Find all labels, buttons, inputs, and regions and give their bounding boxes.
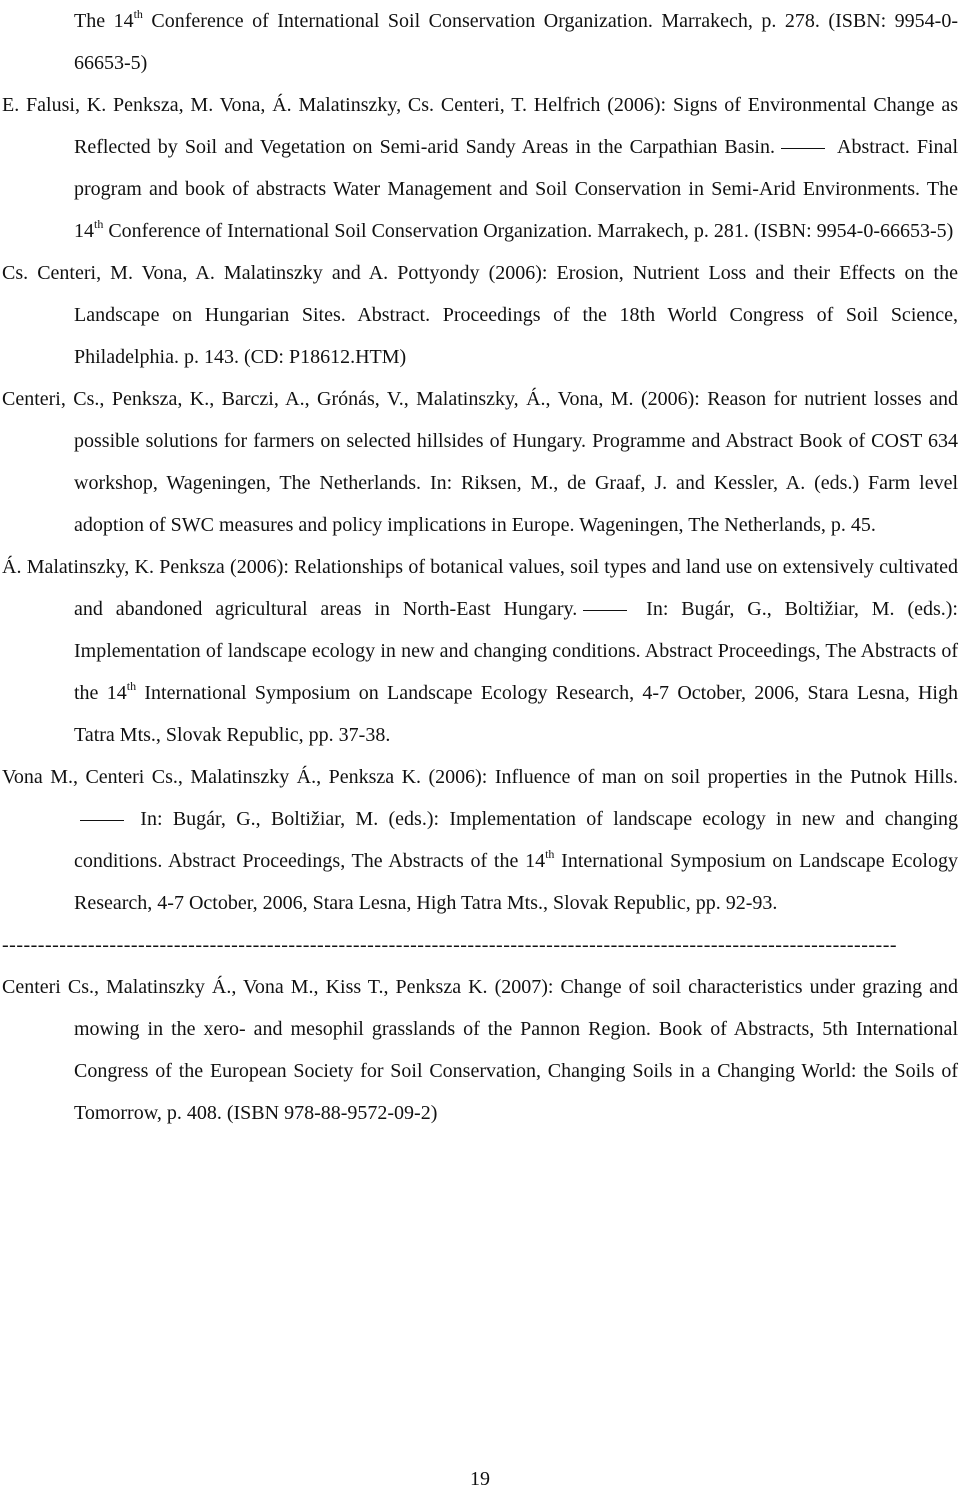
reference-item: The 14th Conference of International Soil Conservation Organization. Marrakech, p. 278. (ISBN: 9954-0-66653-5) xyxy=(74,7,959,74)
reference-item: Centeri, Cs., Penksza, K., Barczi, A., Grónás, V., Malatinszky, Á., Vona, M. (2006): Reason for nutrient losses and possible solutions for farmers on selected hillsides of Hungary. Programme and Abstract Book of COST 634 workshop, Wageningen, The Netherlands. In: Riksen, M., de Graaf, J. and Kessler, A. (eds.) Farm level adoption of SWC measures and policy implications in Europe. Wageningen, The Netherlands, p. 45. xyxy=(2,388,958,536)
reference-item: E. Falusi, K. Penksza, M. Vona, Á. Malatinszky, Cs. Centeri, T. Helfrich (2006): Signs of Environmental Change as Reflected by Soil and Vegetation on Semi-arid Sandy Areas in the Carpathian Basin. Abstract. Final program and book of abstracts Water Management and Soil Conservation in Semi-Arid Environments. The 14th Conference of International Soil Conservation Organization. Marrakech, p. 281. (ISBN: 9954-0-66653-5) xyxy=(2,94,958,242)
reference-item: Centeri Cs., Malatinszky Á., Vona M., Kiss T., Penksza K. (2007): Change of soil characteristics under grazing and mowing in the xero- and mesophil grasslands of the Pannon Region. Book of Abstracts, 5th International Congress of the European Society for Soil Conservation, Changing Soils in a Changing World: the Soils of Tomorrow, p. 408. (ISBN 978-88-9572-09-2) xyxy=(2,976,958,1124)
reference-item: Vona M., Centeri Cs., Malatinszky Á., Penksza K. (2006): Influence of man on soil properties in the Putnok Hills. In: Bugár, G., Boltižiar, M. (eds.): Implementation of landscape ecology in new and changing conditions. Abstract Proceedings, The Abstracts of the 14th International Symposium on Landscape Ecology Research, 4-7 October, 2006, Stara Lesna, High Tatra Mts., Slovak Republic, pp. 92-93. xyxy=(2,766,958,914)
reference-item: Á. Malatinszky, K. Penksza (2006): Relationships of botanical values, soil types and land use on extensively cultivated and abandoned agricultural areas in North-East Hungary. In: Bugár, G., Boltižiar, M. (eds.): Implementation of landscape ecology in new and changing conditions. Abstract Proceedings, The Abstracts of the 14th International Symposium on Landscape Ecology Research, 4-7 October, 2006, Stara Lesna, High Tatra Mts., Slovak Republic, pp. 37-38. xyxy=(2,556,958,746)
dashed-separator: ----------------------------------------------------------------------------------------------------------------------------- xyxy=(2,934,898,956)
em-dash-rule xyxy=(583,610,627,611)
em-dash-rule xyxy=(781,148,825,149)
page-number: 19 xyxy=(470,1468,490,1490)
reference-list xyxy=(2,0,958,1134)
reference-item: Cs. Centeri, M. Vona, A. Malatinszky and A. Pottyondy (2006): Erosion, Nutrient Loss and their Effects on the Landscape on Hungarian Sites. Abstract. Proceedings of the 18th World Congress of Soil Science, Philadelphia. p. 143. (CD: P18612.HTM) xyxy=(2,262,958,368)
em-dash-rule xyxy=(80,820,124,821)
